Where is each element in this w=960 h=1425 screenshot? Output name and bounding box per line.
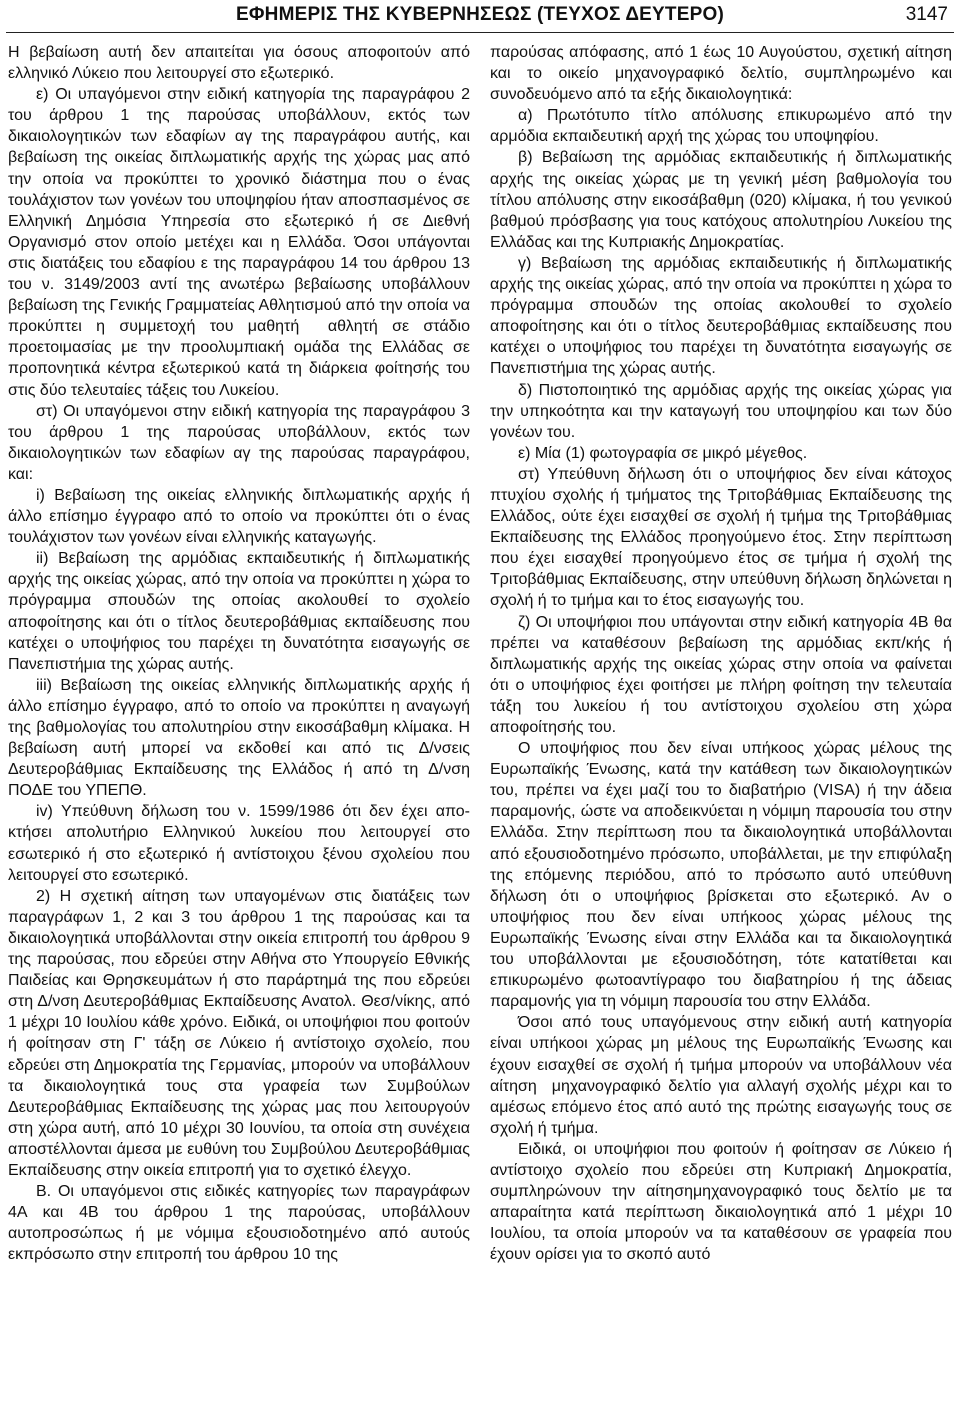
paragraph: iii) Βεβαίωση της οικείας ελληνικής διπλωματικής αρχής ή άλλο επίσημο έγγραφο, από το οποίο να προκύπτει η αναγωγή της βαθμολογίας του απολυτηρίου στην εικοσάβαθμη κλίμακα. Η βεβαίωση αυτή μπορεί να εκδοθεί και από τις Δ/νσεις Δευτεροβάθμιας Εκπαίδευσης της Ελλάδος ή από τη Δ/νση ΠΟΔΕ του ΥΠΕΠΘ. (8, 676, 470, 800)
paragraph: δ) Πιστοποιητικό της αρμόδιας αρχής της οικείας χώρας για την υπηκοότητα και την καταγωγή του υποψηφίου και των δύο γονέων του. (490, 381, 952, 441)
paragraph: Όσοι από τους υπαγόμενους στην ειδική αυτή κατηγορία είναι υπήκοοι χώρας μη μέλους της Ευρωπαϊκής Ένωσης και έχουν εισαχθεί σε σχολή ή τμήμα μπορούν να υποβάλλουν νέα αίτηση μηχανογραφικό δελτίο για αλλαγή σχολής μέχρι και το αμέσως επόμενο έτος από αυτό της πρώτης εισαγωγής τους σε σχολή ή τμήμα. (490, 1014, 952, 1137)
paragraph: στ) Υπεύθυνη δήλωση ότι ο υποψήφιος δεν είναι κάτοχος πτυχίου σχολής ή τμήματος της Τριτοβάθμιας Εκπαίδευσης της Ελλάδος, ούτε έχει εισαχθεί σε σχολή ή τμήμα της Τριτοβάθμιας Εκπαίδευσης της Ελλάδος προηγούμενο έτος. Στην περίπτωση που έχει εισαχθεί προηγούμενο έτος σε τμήμα ή σχολή της Τριτοβάθμιας Εκπαίδευσης, στην υπεύθυνη δήλωση δηλώνεται η σχολή ή το τμήμα και το έτος εισαγωγής του. (490, 465, 952, 610)
paragraph: Ειδικά, οι υποψήφιοι που φοιτούν ή φοίτησαν σε Λύκειο ή αντίστοιχο σχολείο που εδρεύει στη Κυπριακή Δημοκρατία, συμπληρώνουν την αίτησημηχανογραφικό τους δελτίο με τα απαραίτητα κατά περίπτωση δικαιολογητικά από 1 μέχρι 10 Ιουλίου, τα οποία μπορούν να τα καταθέσουν σε γραφεία που έχουν ορίσει για το σκοπό αυτό (490, 1140, 952, 1264)
page-header (0, 0, 960, 36)
paragraph: ε) Οι υπαγόμενοι στην ειδική κατηγορία της παραγράφου 2 του άρθρου 1 της παρούσας υποβάλλουν, εκτός των δικαιολογητικών των εδαφίων αγ της παραγράφου αυτής, και βεβαίωση της οικείας διπλωματικής αρχής της χώρας μας από την οποία να προκύπτει το χρονικό διάστημα που ο ένας τουλάχιστον των γονέων του υποψηφίου ήταν αποσπασμένος σε Ελληνική Δημόσια Υπηρεσία στο εξωτερικό ή σε Διεθνή Οργανισμό στον οποίο μετέχει και η Ελλάδα. Όσοι υπάγονται στις διατάξεις του εδαφίου ε της παραγράφου 14 του άρθρου 13 του ν. 3149/2003 αντί της ανωτέρω βεβαίωσης υποβάλλουν βεβαίωση της Γενικής Γραμματείας Αθλητισμού από την οποία να προκύπτει η συμμετοχή του μαθητή αθλητή σε στάδιο προετοιμασίας με την προολυμπιακή ομάδα της Ελλάδας σε προπονητικά κέντρα εξωτερικού κατά τη διάρκεια φοίτησής του στις δύο τελευταίες τάξεις του Λυκείου. (8, 86, 470, 399)
paragraph: Β. Οι υπαγόμενοι στις ειδικές κατηγορίες των παραγράφων 4Α και 4Β του άρθρου 1 της παρούσας, υποβάλλουν αυτοπροσώπως ή με νόμιμα εξουσιοδοτημένο από αυτούς εκπρόσωπο στην επιτροπή του άρθρου 10 της (8, 1183, 470, 1264)
paragraph: Η βεβαίωση αυτή δεν απαιτείται για όσους αποφοιτούν από ελληνικό Λύκειο που λειτουργεί στο εξωτερικό. (8, 44, 470, 83)
gazette-title: ΕΦΗΜΕΡΙΣ ΤΗΣ ΚΥΒΕΡΝΗΣΕΩΣ (ΤΕΥΧΟΣ ΔΕΥΤΕΡΟ) (236, 4, 724, 25)
paragraph: ε) Μία (1) φωτογραφία σε μικρό μέγεθος. (518, 444, 808, 462)
paragraph: ζ) Οι υποψήφιοι που υπάγονται στην ειδική κατηγορία 4Β θα πρέπει να καταθέσουν βεβαίωση της αρμόδιας εκπ/κής ή διπλωματικής αρχής της οικείας χώρας στην οποία να φαίνεται ότι ο υποψήφιος έχει φοιτήσει με πλήρη φοίτηση την τελευταία τάξη του λυκείου ή του αντίστοιχου σχολείου στη χώρα αποφοίτησής του. (490, 613, 952, 736)
paragraph: παρούσας απόφασης, από 1 έως 10 Αυγούστου, σχετική αίτηση και το οικείο μηχανογραφικό δελτίο, συμπληρωμένο και συνοδευόμενο από τα εξής δικαιολογητικά: (490, 44, 952, 104)
paragraph: iv) Υπεύθυνη δήλωση του ν. 1599/1986 ότι δεν έχει αποκτήσει απολυτήριο Ελληνικού λυκείου που λειτουργεί στο εσωτερικό ή στο εξωτερικό ή αντίστοιχου ξένου σχολείου που λειτουργεί στο εσωτερικό. (8, 803, 470, 884)
right-column (490, 42, 952, 1422)
paragraph: γ) Βεβαίωση της αρμόδιας εκπαιδευτικής ή διπλωματικής αρχής της οικείας χώρας, από την οποία να προκύπτει η χώρα το πρόγραμμα σπουδών της οποίας ακολουθεί το σχολείο αποφοίτησης και ότι ο τίτλος δευτεροβάθμιας εκπαίδευσης που κατέχει ο υποψήφιος του παρέχει τη δυνατότητα εισαγωγής σε Πανεπιστήμια της χώρας αυτής. (490, 254, 952, 378)
paragraph: ii) Βεβαίωση της αρμόδιας εκπαιδευτικής ή διπλωματικής αρχής της οικείας χώρας, από την οποία να προκύπτει η χώρα το πρόγραμμα σπουδών της οποίας ακολουθεί το σχολείο αποφοίτησης και ότι ο τίτλος δευτεροβάθμιας εκπαίδευσης που κατέχει ο υποψήφιος του παρέχει τη δυνατότητα εισαγωγής σε Πανεπιστήμια της χώρας αυτής. (8, 550, 470, 673)
page-number: 3147 (905, 4, 948, 25)
paragraph: Ο υποψήφιος που δεν είναι υπήκοος χώρας μέλους της Ευρωπαϊκής Ένωσης, κατά την κατάθεση των δικαιολογητικών του, πρέπει να έχει μαζί του το διαβατήριο (VISA) ή την άδεια παραμονής, ώστε να αποδεικνύεται η νόμιμη παρουσία του στην Ελλάδα. Στην περίπτωση που τα δικαιολογητικά υποβάλλονται από εξουσιοδοτημένο πρόσωπο, υποβάλλεται, με την επιφύλαξη της επόμενης περιόδου, από το πρόσωπο αυτό υπεύθυνη δήλωση ότι ο υποψήφιος βρίσκεται στο εξωτερικό. Αν ο υποψήφιος που δεν είναι υπήκοος χώρας μέλους της Ευρωπαϊκής Ένωσης είναι στην Ελλάδα και τα δικαιολογητικά του υποβάλλονται με εξουσιοδότηση, τότε κατατίθεται και επικυρωμένο φωτοαντίγραφο του διαβατηρίου ή της άδειας παραμονής για τη νόμιμη παρουσία του στην Ελλάδα. (490, 740, 952, 1011)
paragraph: 2) Η σχετική αίτηση των υπαγομένων στις διατάξεις των παραγράφων 1, 2 και 3 του άρθρου 1 της παρούσας και τα δικαιολογητικά υποβάλλονται στην οικεία επιτροπή του άρθρου 9 της παρούσας, που εδρεύει στην Αθήνα στο Υπουργείο Εθνικής Παιδείας και Θρησκευμάτων ή στο παράρτημά της που εδρεύει στη Δ/νση Δευτεροβάθμιας Εκπαίδευσης Ανατολ. Θεσ/νίκης, από 1 μέχρι 10 Ιουλίου κάθε χρόνο. Ειδικά, οι υποψήφιοι που φοιτούν ή φοίτησαν στη Γ' τάξη σε Λύκειο ή αντίστοιχο σχολείο, που εδρεύει στη Δημοκρατία της Γερμανίας, μπορούν να υποβάλλουν τα δικαιολογητικά τους στα γραφεία των Συμβούλων Δευτεροβάθμιας Εκπαίδευσης της χώρας μας που λειτουργούν στη χώρα αυτή, από 10 μέχρι 30 Ιουνίου, τα οποία στη συνέχεια αποστέλλονται άμεσα με ευθύνη του Συμβούλου Δευτεροβάθμιας Εκπαίδευσης στην οικεία επιτροπή για το σχετικό έλεγχο. (8, 887, 470, 1179)
text-columns (8, 42, 952, 1422)
paragraph: i) Βεβαίωση της οικείας ελληνικής διπλωματικής αρχής ή άλλο επίσημο έγγραφο από το οποίο να προκύπτει ότι ο ένας τουλάχιστον των γονέων είναι ελληνικής καταγωγής. (8, 486, 470, 547)
paragraph: στ) Οι υπαγόμενοι στην ειδική κατηγορία της παραγράφου 3 του άρθρου 1 της παρούσας υποβάλλουν, εκτός των δικαιολογητικών των εδαφίων αγ της παρούσας παραγράφου, και: (8, 402, 470, 483)
paragraph: β) Βεβαίωση της αρμόδιας εκπαιδευτικής ή διπλωματικής αρχής της οικείας χώρας με τη γενική μέση βαθμολογία του τίτλου απόλυσης στην εικοσάβαθμη (020) κλίμακα, ή του γενικού βαθμού πρόσβασης για τους κατόχους απολυτηρίου Λυκείου της Ελλάδας και της Κυπριακής Δημοκρατίας. (490, 149, 952, 251)
paragraph: α) Πρωτότυπο τίτλο απόλυσης επικυρωμένο από την αρμόδια εκπαιδευτική αρχή της χώρας του υποψηφίου. (490, 107, 952, 146)
left-column (8, 42, 470, 1422)
header-divider (6, 32, 954, 33)
